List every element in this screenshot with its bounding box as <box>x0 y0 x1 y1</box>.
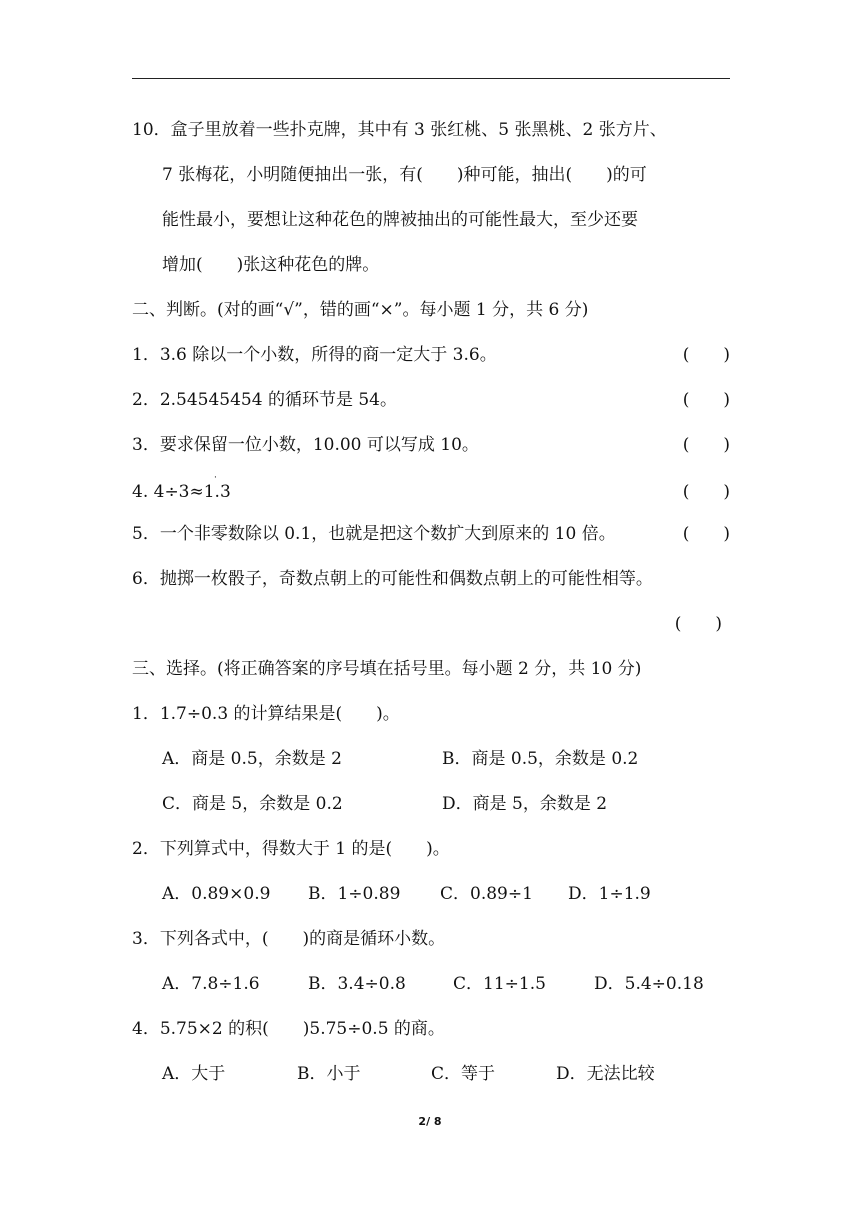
judge-item-5-answer-paren[interactable]: ( ) <box>682 524 730 544</box>
choice-q3-option-d[interactable]: D．5.4÷0.18 <box>594 974 704 994</box>
judge-item-2-answer-paren[interactable]: ( ) <box>682 390 730 410</box>
choice-q2-option-a[interactable]: A．0.89×0.9 <box>162 884 271 904</box>
header-rule <box>132 78 730 79</box>
repeating-decimal-dot: · <box>214 473 217 483</box>
judge-item-1-text: 1．3.6 除以一个小数，所得的商一定大于 3.6。 <box>132 345 497 365</box>
judge-item-4-text: 4. 4÷3≈1.3 <box>132 482 231 502</box>
q10-line-1: 10．盒子里放着一些扑克牌，其中有 3 张红桃、5 张黑桃、2 张方片、 <box>132 120 667 140</box>
section-3-title: 三、选择。(将正确答案的序号填在括号里。每小题 2 分，共 10 分) <box>132 659 642 679</box>
choice-q3-option-a[interactable]: A．7.8÷1.6 <box>162 974 260 994</box>
choice-q1-option-d[interactable]: D．商是 5，余数是 2 <box>442 794 608 814</box>
page-number: 2/ 8 <box>418 1115 442 1128</box>
choice-q1-option-a[interactable]: A．商是 0.5，余数是 2 <box>162 749 342 769</box>
judge-item-6-text: 6．抛掷一枚骰子，奇数点朝上的可能性和偶数点朝上的可能性相等。 <box>132 569 653 589</box>
judge-item-3-text: 3．要求保留一位小数，10.00 可以写成 10。 <box>132 435 479 455</box>
judge-item-1-answer-paren[interactable]: ( ) <box>682 345 730 365</box>
section-2-title: 二、判断。(对的画“√”，错的画“×”。每小题 1 分，共 6 分) <box>132 300 589 320</box>
choice-q4-option-b[interactable]: B．小于 <box>297 1064 361 1084</box>
q10-line-3: 能性最小，要想让这种花色的牌被抽出的可能性最大，至少还要 <box>162 210 638 230</box>
choice-q2-option-d[interactable]: D．1÷1.9 <box>568 884 651 904</box>
choice-q1-stem: 1．1.7÷0.3 的计算结果是( )。 <box>132 704 400 724</box>
choice-q3-option-c[interactable]: C．11÷1.5 <box>453 974 546 994</box>
judge-item-3-answer-paren[interactable]: ( ) <box>682 435 730 455</box>
choice-q4-option-c[interactable]: C．等于 <box>431 1064 496 1084</box>
choice-q2-option-b[interactable]: B．1÷0.89 <box>308 884 401 904</box>
choice-q4-option-a[interactable]: A．大于 <box>162 1064 226 1084</box>
choice-q2-option-c[interactable]: C．0.89÷1 <box>440 884 533 904</box>
judge-item-6-answer-paren[interactable]: ( ) <box>674 614 722 634</box>
judge-item-5-text: 5．一个非零数除以 0.1，也就是把这个数扩大到原来的 10 倍。 <box>132 524 616 544</box>
q10-line-2: 7 张梅花，小明随便抽出一张，有( )种可能，抽出( )的可 <box>162 165 647 185</box>
choice-q4-stem: 4．5.75×2 的积( )5.75÷0.5 的商。 <box>132 1019 445 1039</box>
choice-q3-stem: 3．下列各式中，( )的商是循环小数。 <box>132 929 446 949</box>
q10-line-4: 增加( )张这种花色的牌。 <box>162 255 380 275</box>
choice-q3-option-b[interactable]: B．3.4÷0.8 <box>308 974 406 994</box>
judge-item-2-text: 2．2.54545454 的循环节是 54。 <box>132 390 398 410</box>
judge-item-4-answer-paren[interactable]: ( ) <box>682 482 730 502</box>
choice-q1-option-c[interactable]: C．商是 5，余数是 0.2 <box>162 794 343 814</box>
choice-q1-option-b[interactable]: B．商是 0.5，余数是 0.2 <box>442 749 639 769</box>
choice-q2-stem: 2．下列算式中，得数大于 1 的是( )。 <box>132 839 450 859</box>
choice-q4-option-d[interactable]: D．无法比较 <box>556 1064 655 1084</box>
